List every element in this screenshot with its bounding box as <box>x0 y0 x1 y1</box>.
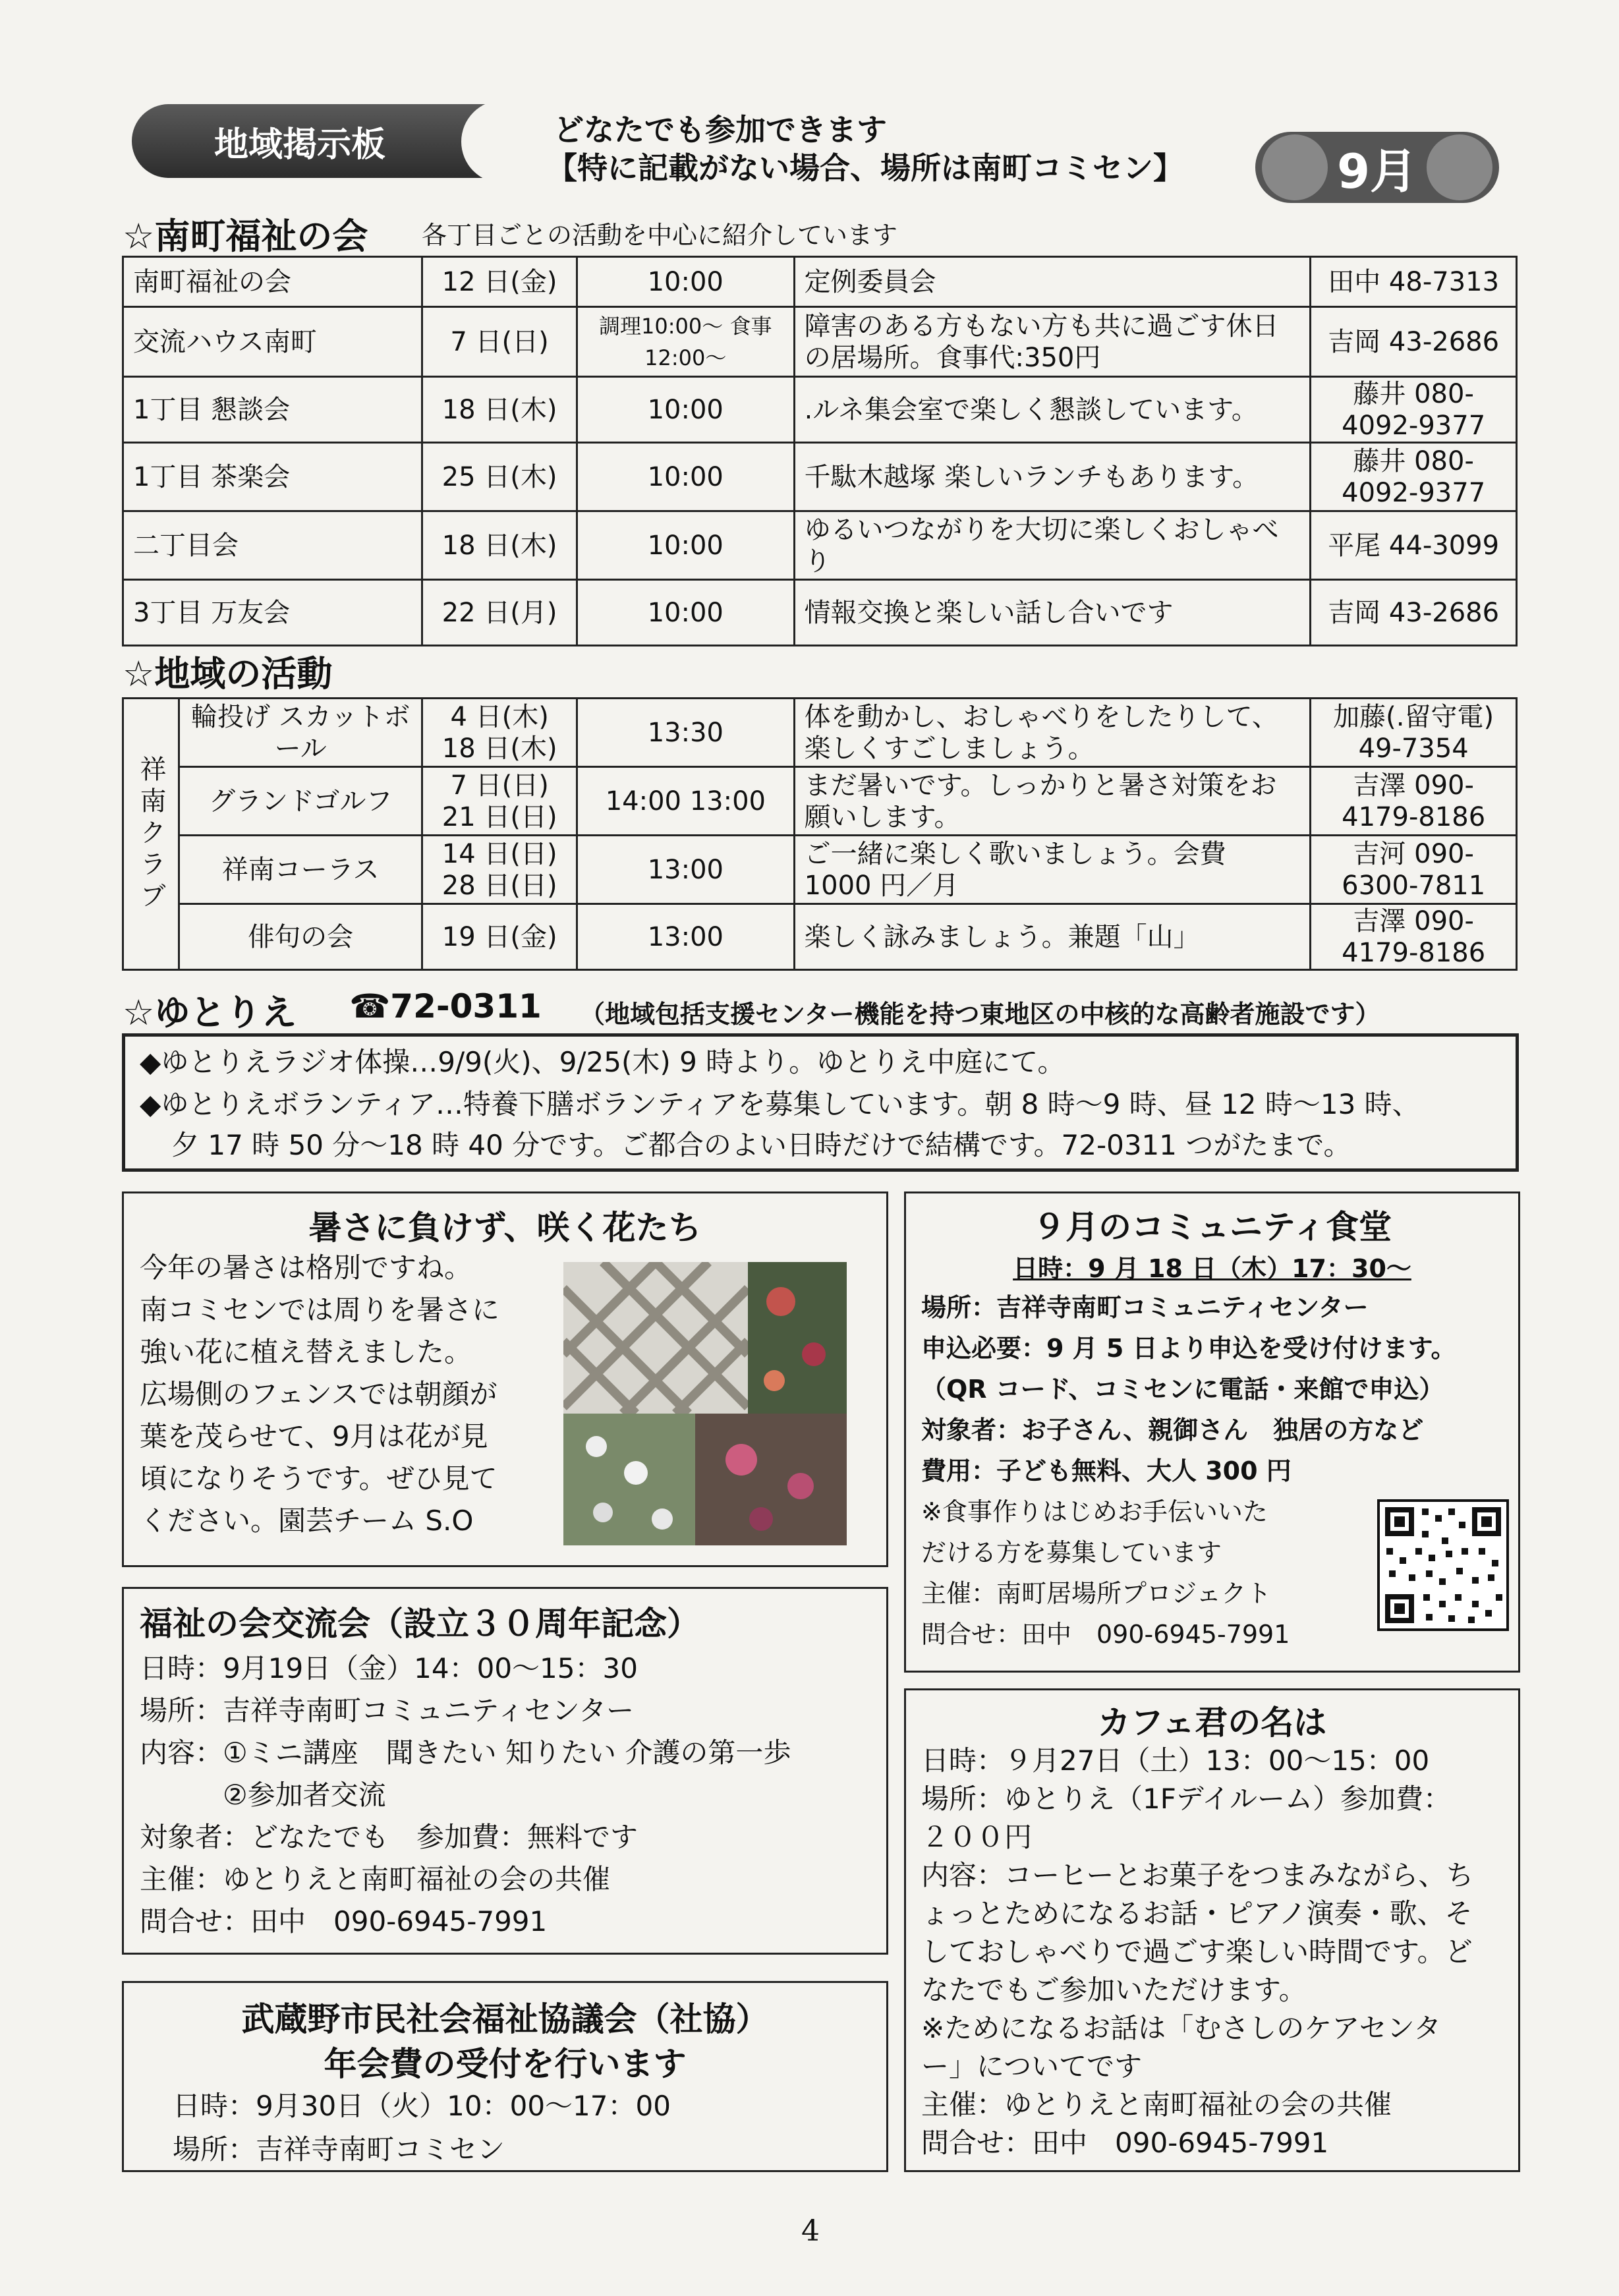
row-name: 祥南コーラス <box>179 836 422 904</box>
activities-title: ☆地域の活動 <box>123 653 333 695</box>
row-desc: ゆるいつながりを大切に楽しくおしゃべり <box>794 511 1311 580</box>
cafe-line: 内容：コーヒーとお菓子をつまみながら、ち <box>921 1859 1474 1891</box>
row-time: 10:00 <box>577 511 794 580</box>
row-desc: 定例委員会 <box>794 257 1311 307</box>
yutorie-note: （地域包括支援センター機能を持つ東地区の中核的な高齢者施設です） <box>580 1000 1380 1029</box>
board-label-text: 地域掲示板 <box>213 125 385 165</box>
row-contact: 吉河 090-6300-7811 <box>1311 836 1517 904</box>
flowers-line: 葉を茂らせて、9月は花が見 <box>140 1420 488 1452</box>
row-name: 1丁目 茶楽会 <box>123 443 422 511</box>
header-line2: 【特に記載がない場合、場所は南町コミセン】 <box>547 150 1183 186</box>
council-line: 日時：9月30日（火）10：00～17：00 <box>173 2090 671 2122</box>
exchange-line: 主催：ゆとりえと南町福祉の会の共催 <box>140 1863 611 1895</box>
exchange-line: 対象者：どなたでも 参加費：無料です <box>140 1821 639 1853</box>
council-subtitle: 年会費の受付を行います <box>324 2045 687 2083</box>
row-contact: 吉岡 43-2686 <box>1311 580 1517 646</box>
qr-code-icon <box>1380 1502 1506 1628</box>
row-desc: 楽しく詠みましょう。兼題「山」 <box>794 904 1311 970</box>
row-time: 13:00 <box>577 904 795 970</box>
row-contact: 平尾 44-3099 <box>1311 511 1517 580</box>
row-date: 12 日(金) <box>422 257 577 307</box>
cafe-line: ー」についてです <box>921 2050 1143 2082</box>
flowers-title: 暑さに負けず、咲く花たち <box>308 1209 702 1247</box>
exchange-line: 問合せ：田中 090-6945-7991 <box>140 1905 548 1937</box>
flowers-line: ください。園芸チーム S.O <box>140 1505 474 1537</box>
exchange-line: 場所：吉祥寺南町コミュニティセンター <box>140 1694 635 1727</box>
yutorie-title: ☆ゆとりえ <box>123 992 297 1033</box>
row-date: 7 日(日) <box>422 307 577 377</box>
row-time: 10:00 <box>577 377 794 443</box>
cafeteria-line: （QR コード、コミセンに電話・来館で申込） <box>921 1375 1444 1404</box>
row-date: 7 日(日) 21 日(日) <box>422 767 577 836</box>
table-row <box>123 580 1517 646</box>
row-contact: 吉澤 090-4179-8186 <box>1311 767 1517 836</box>
yutorie-phone: ☎72-0311 <box>349 987 542 1025</box>
row-name: 3丁目 万友会 <box>123 580 422 646</box>
cafe-line: なたでもご参加いただけます。 <box>921 1974 1307 2006</box>
row-date: 18 日(木) <box>422 377 577 443</box>
row-desc: まだ暑いです。しっかりと暑さ対策をお願いします。 <box>794 767 1311 836</box>
cafe-line: 場所：ゆとりえ（1Fデイルーム）参加費： <box>921 1783 1451 1815</box>
row-name: 1丁目 懇談会 <box>123 377 422 443</box>
cafe-line: ょっとためになるお話・ピアノ演奏・歌、そ <box>921 1897 1473 1930</box>
qr-code[interactable] <box>1377 1499 1509 1631</box>
row-date: 19 日(金) <box>422 904 577 970</box>
row-name: 俳句の会 <box>179 904 422 970</box>
council-title: 武蔵野市民社会福祉協議会（社協） <box>241 2000 769 2038</box>
row-contact: 吉澤 090-4179-8186 <box>1311 904 1517 970</box>
cafeteria-line: だける方を募集しています <box>921 1538 1222 1567</box>
club-label: 祥南クラブ <box>123 699 179 970</box>
table-row <box>123 699 1517 767</box>
row-time: 10:00 <box>577 257 794 307</box>
badge-right-decoration <box>1427 134 1492 200</box>
row-time: 13:00 <box>577 836 795 904</box>
row-contact: 加藤(.留守電) 49-7354 <box>1311 699 1517 767</box>
cafe-title: カフェ君の名は <box>1097 1704 1327 1742</box>
row-date: 18 日(木) <box>422 511 577 580</box>
cafe-line: 主催：ゆとりえと南町福祉の会の共催 <box>921 2088 1392 2121</box>
header-line1: どなたでも参加できます <box>554 112 887 148</box>
exchange-title: 福祉の会交流会（設立３０周年記念） <box>140 1605 700 1643</box>
row-date: 25 日(木) <box>422 443 577 511</box>
cafeteria-line: 問合せ：田中 090-6945-7991 <box>921 1620 1290 1649</box>
row-desc: ご一緒に楽しく歌いましょう。会費 1000 円／月 <box>794 836 1311 904</box>
row-desc: .ルネ集会室で楽しく懇談しています。 <box>794 377 1311 443</box>
row-time: 10:00 <box>577 443 794 511</box>
row-date: 14 日(日) 28 日(日) <box>422 836 577 904</box>
cafeteria-line: 対象者：お子さん、親御さん 独居の方など <box>921 1416 1424 1445</box>
table-row <box>123 307 1517 377</box>
flowers-line: 今年の暑さは格別ですね。 <box>140 1251 472 1284</box>
table-row <box>123 257 1517 307</box>
cafeteria-line: 場所：吉祥寺南町コミュニティセンター <box>921 1293 1369 1322</box>
month-badge-text: 9月 <box>1336 144 1418 199</box>
cafe-line: ※ためになるお話は「むさしのケアセンタ <box>921 2012 1442 2044</box>
flower-photo-image <box>563 1262 847 1545</box>
table-row <box>123 836 1517 904</box>
row-name: 交流ハウス南町 <box>123 307 422 377</box>
row-name: グランドゴルフ <box>179 767 422 836</box>
yutorie-line3: 夕 17 時 50 分～18 時 40 分です。ご都合のよい日時だけで結構です。72-0311 つがたまで。 <box>171 1129 1351 1161</box>
table-row <box>123 511 1517 580</box>
row-time: 10:00 <box>577 580 794 646</box>
page-number: 4 <box>801 2214 820 2248</box>
table-row <box>123 767 1517 836</box>
row-time: 調理10:00～ 食事12:00～ <box>577 307 794 377</box>
board-label-hook <box>461 100 560 183</box>
row-date: 4 日(木) 18 日(木) <box>422 699 577 767</box>
row-name: 輪投げ スカットボール <box>179 699 422 767</box>
flowers-line: 南コミセンでは周りを暑さに <box>140 1294 500 1326</box>
welfare-title: ☆南町福祉の会 <box>123 215 368 257</box>
cafe-line: 日時：９月27日（土）13：00～15：00 <box>921 1744 1430 1777</box>
row-contact: 吉岡 43-2686 <box>1311 307 1517 377</box>
cafeteria-datetime: 日時：9 月 18 日（木）17：30～ <box>1013 1254 1411 1283</box>
cafeteria-line: 費用：子ども無料、大人 300 円 <box>921 1456 1292 1485</box>
month-badge <box>1255 132 1499 203</box>
row-name: 南町福祉の会 <box>123 257 422 307</box>
row-desc: 体を動かし、おしゃべりをしたりして、楽しくすごしましょう。 <box>794 699 1311 767</box>
row-time: 13:30 <box>577 699 795 767</box>
cafeteria-line: 主催：南町居場所プロジェクト <box>921 1579 1272 1608</box>
activities-table <box>122 697 1518 971</box>
cafeteria-line: ※食事作りはじめお手伝いいた <box>921 1497 1268 1526</box>
welfare-table <box>122 256 1518 646</box>
cafe-line: ２００円 <box>921 1821 1033 1853</box>
row-date: 22 日(月) <box>422 580 577 646</box>
row-contact: 藤井 080-4092-9377 <box>1311 377 1517 443</box>
exchange-line: 日時：9月19日（金）14：00～15：30 <box>140 1652 638 1684</box>
welfare-subtitle: 各丁目ごとの活動を中心に紹介しています <box>422 221 898 250</box>
exchange-line: 内容：①ミニ講座 聞きたい 知りたい 介護の第一歩 <box>140 1736 791 1769</box>
row-name: 二丁目会 <box>123 511 422 580</box>
yutorie-line2: ◆ゆとりえボランティア…特養下膳ボランティアを募集しています。朝 8 時～9 時、昼 12 時～13 時、 <box>140 1088 1420 1120</box>
cafe-line: 問合せ：田中 090-6945-7991 <box>921 2127 1329 2159</box>
row-time: 14:00 13:00 <box>577 767 795 836</box>
row-desc: 障害のある方もない方も共に過ごす休日の居場所。食事代:350円 <box>794 307 1311 377</box>
flowers-line: 強い花に植え替えました。 <box>140 1336 472 1368</box>
exchange-line: ②参加者交流 <box>140 1779 386 1811</box>
flowers-line: 頃になりそうです。ぜひ見て <box>140 1462 497 1495</box>
flowers-line: 広場側のフェンスでは朝顔が <box>140 1378 497 1410</box>
cafeteria-line: 申込必要：9 月 5 日より申込を受け付けます。 <box>921 1334 1456 1363</box>
yutorie-line1: ◆ゆとりえラジオ体操…9/9(火)、9/25(木) 9 時より。ゆとりえ中庭にて。 <box>140 1046 1065 1078</box>
yutorie-box <box>122 1033 1519 1172</box>
table-row <box>123 377 1517 443</box>
table-row <box>123 904 1517 970</box>
table-row <box>123 443 1517 511</box>
badge-left-decoration <box>1262 134 1328 200</box>
council-line: 場所：吉祥寺南町コミセン <box>173 2133 505 2166</box>
row-desc: 千駄木越塚 楽しいランチもあります。 <box>794 443 1311 511</box>
cafe-line: しておしゃべりで過ごす楽しい時間です。ど <box>921 1936 1473 1968</box>
cafeteria-title: ９月のコミュニティ食堂 <box>1033 1208 1392 1246</box>
flower-photo <box>563 1262 847 1545</box>
row-contact: 田中 48-7313 <box>1311 257 1517 307</box>
row-desc: 情報交換と楽しい話し合いです <box>794 580 1311 646</box>
row-contact: 藤井 080-4092-9377 <box>1311 443 1517 511</box>
